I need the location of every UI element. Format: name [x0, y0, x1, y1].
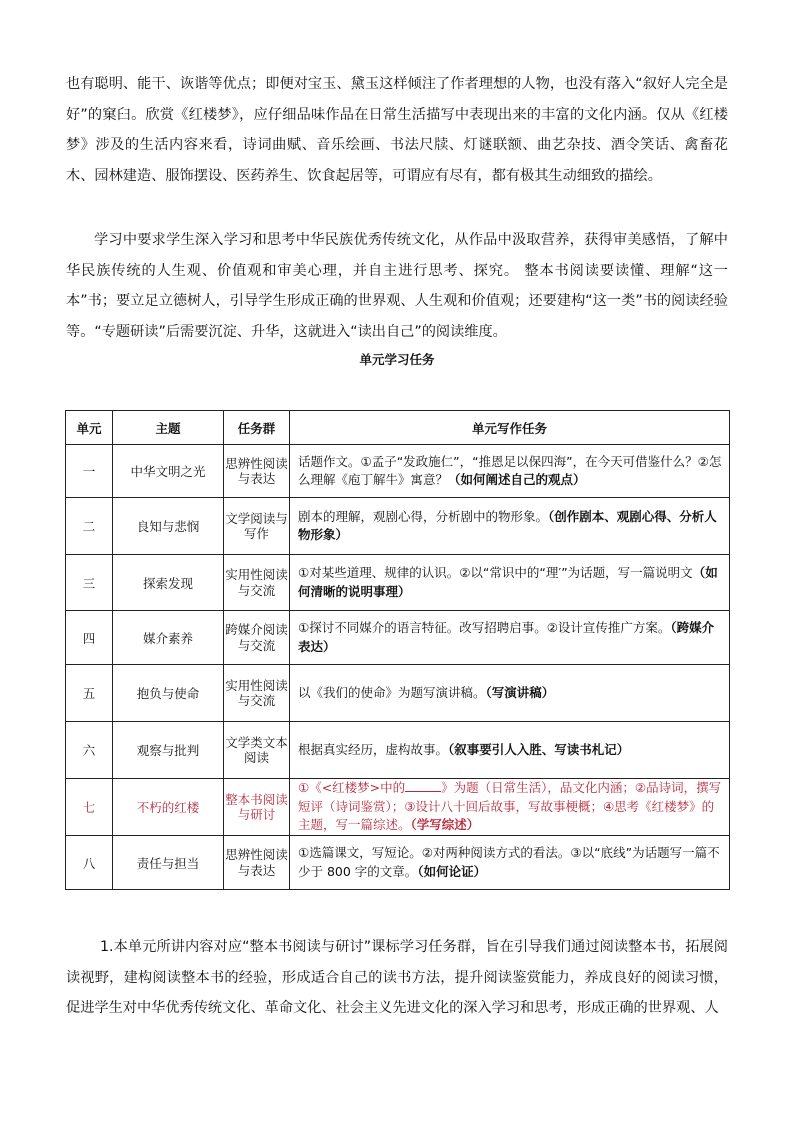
cell-unit: 四	[66, 611, 113, 665]
task-text-b: 》为题（日常生活），品文化内涵；②品诗词，撰写短评（诗词鉴赏）；③设计八十回后故事，写故事梗概；④思考《红楼梦》的主题，写一篇综述。	[298, 780, 722, 833]
cell-task	[290, 555, 730, 611]
cell-group: 思辨性阅读与表达	[224, 445, 290, 498]
table-row	[66, 665, 730, 722]
task-skill: （如何清晰的说明事理）	[298, 565, 718, 599]
task-text: ①探讨不同媒介的语言特征。改写招聘启事。②设计宣传推广方案。	[298, 620, 671, 635]
task-text-a: ①《<红楼梦>中的	[298, 780, 406, 796]
cell-task	[290, 445, 730, 498]
cell-group: 跨媒介阅读与交流	[224, 611, 290, 665]
cell-group: 实用性阅读与交流	[224, 555, 290, 611]
task-text: 根据真实经历，虚构故事。	[298, 741, 449, 757]
task-skill: （叙事要引人入胜、写读书札记）	[448, 741, 630, 757]
cell-group: 思辨性阅读与表达	[224, 836, 290, 890]
cell-group: 整本书阅读与研讨	[224, 779, 290, 836]
fill-in-blank	[405, 780, 441, 792]
cell-theme: 媒介素养	[113, 611, 224, 665]
table-row	[66, 445, 730, 498]
table-row	[66, 722, 730, 779]
task-text: 以《我们的使命》为题写演讲稿。	[298, 684, 486, 700]
cell-theme: 观察与批判	[113, 722, 224, 779]
paragraph-intro: 也有聪明、能干、诙谐等优点；即便对宝玉、黛玉这样倾注了作者理想的人物，也没有落入“叙好人完全是好”的窠臼。欣赏《红楼梦》，应仔细品味作品在日常生活描写中表现出来的丰富的文化内涵。仅从《红楼梦》涉及的生活内容来看，诗词曲赋、音乐绘画、书法尺牍、灯谜联额、曲艺杂技、酒令笑话、禽畜花木、园林建造、服饰摆设、医药养生、饮食起居等，可谓应有尽有，都有极其生动细致的描绘。	[66, 76, 728, 184]
table-row	[66, 611, 730, 665]
task-skill: （如何论证）	[417, 863, 487, 879]
task-text: ①选篇课文，写短论。②对两种阅读方式的看法。③以“底线”为话题写一篇不少于 800 字的文章。	[298, 845, 720, 879]
task-skill: （创作剧本、观剧心得、分析人物形象）	[298, 508, 717, 542]
cell-task	[290, 611, 730, 665]
cell-theme: 抱负与使命	[113, 665, 224, 722]
cell-unit: 七	[66, 779, 113, 836]
paragraph-point-1: 1.本单元所讲内容对应“整本书阅读与研讨”课标学习任务群，旨在引导我们通过阅读整本书，拓展阅读视野，建构阅读整本书的经验，形成适合自己的读书方法，提升阅读鉴赏能力，养成良好的阅读习惯，促进学生对中华优秀传统文化、革命文化、社会主义先进文化的深入学习和思考，形成正确的世界观、人	[66, 939, 728, 1016]
cell-theme: 中华文明之光	[113, 445, 224, 498]
cell-theme: 不朽的红楼	[113, 779, 224, 836]
task-text: ①对某些道理、规律的认识。②以“常识中的“理′”为话题，写一篇说明文	[298, 565, 693, 580]
cell-task	[290, 779, 730, 836]
cell-unit: 二	[66, 498, 113, 555]
table-row-highlighted	[66, 779, 730, 836]
header-task: 单元写作任务	[290, 411, 730, 445]
cell-unit: 三	[66, 555, 113, 611]
cell-task	[290, 665, 730, 722]
cell-unit: 一	[66, 445, 113, 498]
task-skill: （如何阐述自己的观点）	[448, 472, 586, 487]
unit-task-table	[65, 410, 730, 890]
task-text: 剧本的理解，观剧心得，分析剧中的物形象。	[298, 508, 549, 524]
task-text: 话题作文。①孟子“发政施仁”，“推恩足以保四海”，在今天可借鉴什么？②怎么理解《庖丁解牛》寓意？	[298, 453, 722, 487]
table-row	[66, 498, 730, 555]
cell-unit: 五	[66, 665, 113, 722]
cell-theme: 责任与担当	[113, 836, 224, 890]
table-title: 单元学习任务	[359, 352, 435, 367]
cell-task	[290, 722, 730, 779]
task-skill: （写演讲稿）	[485, 684, 555, 700]
header-group: 任务群	[224, 411, 290, 445]
cell-task	[290, 498, 730, 555]
cell-group: 文学类文本阅读	[224, 722, 290, 779]
cell-group: 文学阅读与写作	[224, 498, 290, 555]
table-header-row	[66, 411, 730, 445]
header-theme: 主题	[113, 411, 224, 445]
cell-unit: 六	[66, 722, 113, 779]
cell-task	[290, 836, 730, 890]
cell-theme: 良知与悲悯	[113, 498, 224, 555]
header-unit: 单元	[66, 411, 113, 445]
table-row	[66, 555, 730, 611]
cell-group: 实用性阅读与交流	[224, 665, 290, 722]
table-row	[66, 836, 730, 890]
paragraph-requirements: 学习中要求学生深入学习和思考中华民族优秀传统文化，从作品中汲取营养，获得审美感悟，了解中华民族传统的人生观、价值观和审美心理，并自主进行思考、探究。 整本书阅读要读懂、理解“这一本”书；要立足立德树人，引导学生形成正确的世界观、人生观和价值观；还要建构“这一类”书的阅读经验等。“专题研读”后需要沉淀、升华，这就进入“读出自己”的阅读维度。	[66, 232, 728, 340]
cell-theme: 探索发现	[113, 555, 224, 611]
task-skill: （跨媒介表达）	[298, 620, 715, 654]
cell-unit: 八	[66, 836, 113, 890]
task-skill: （学写综述）	[410, 817, 480, 833]
